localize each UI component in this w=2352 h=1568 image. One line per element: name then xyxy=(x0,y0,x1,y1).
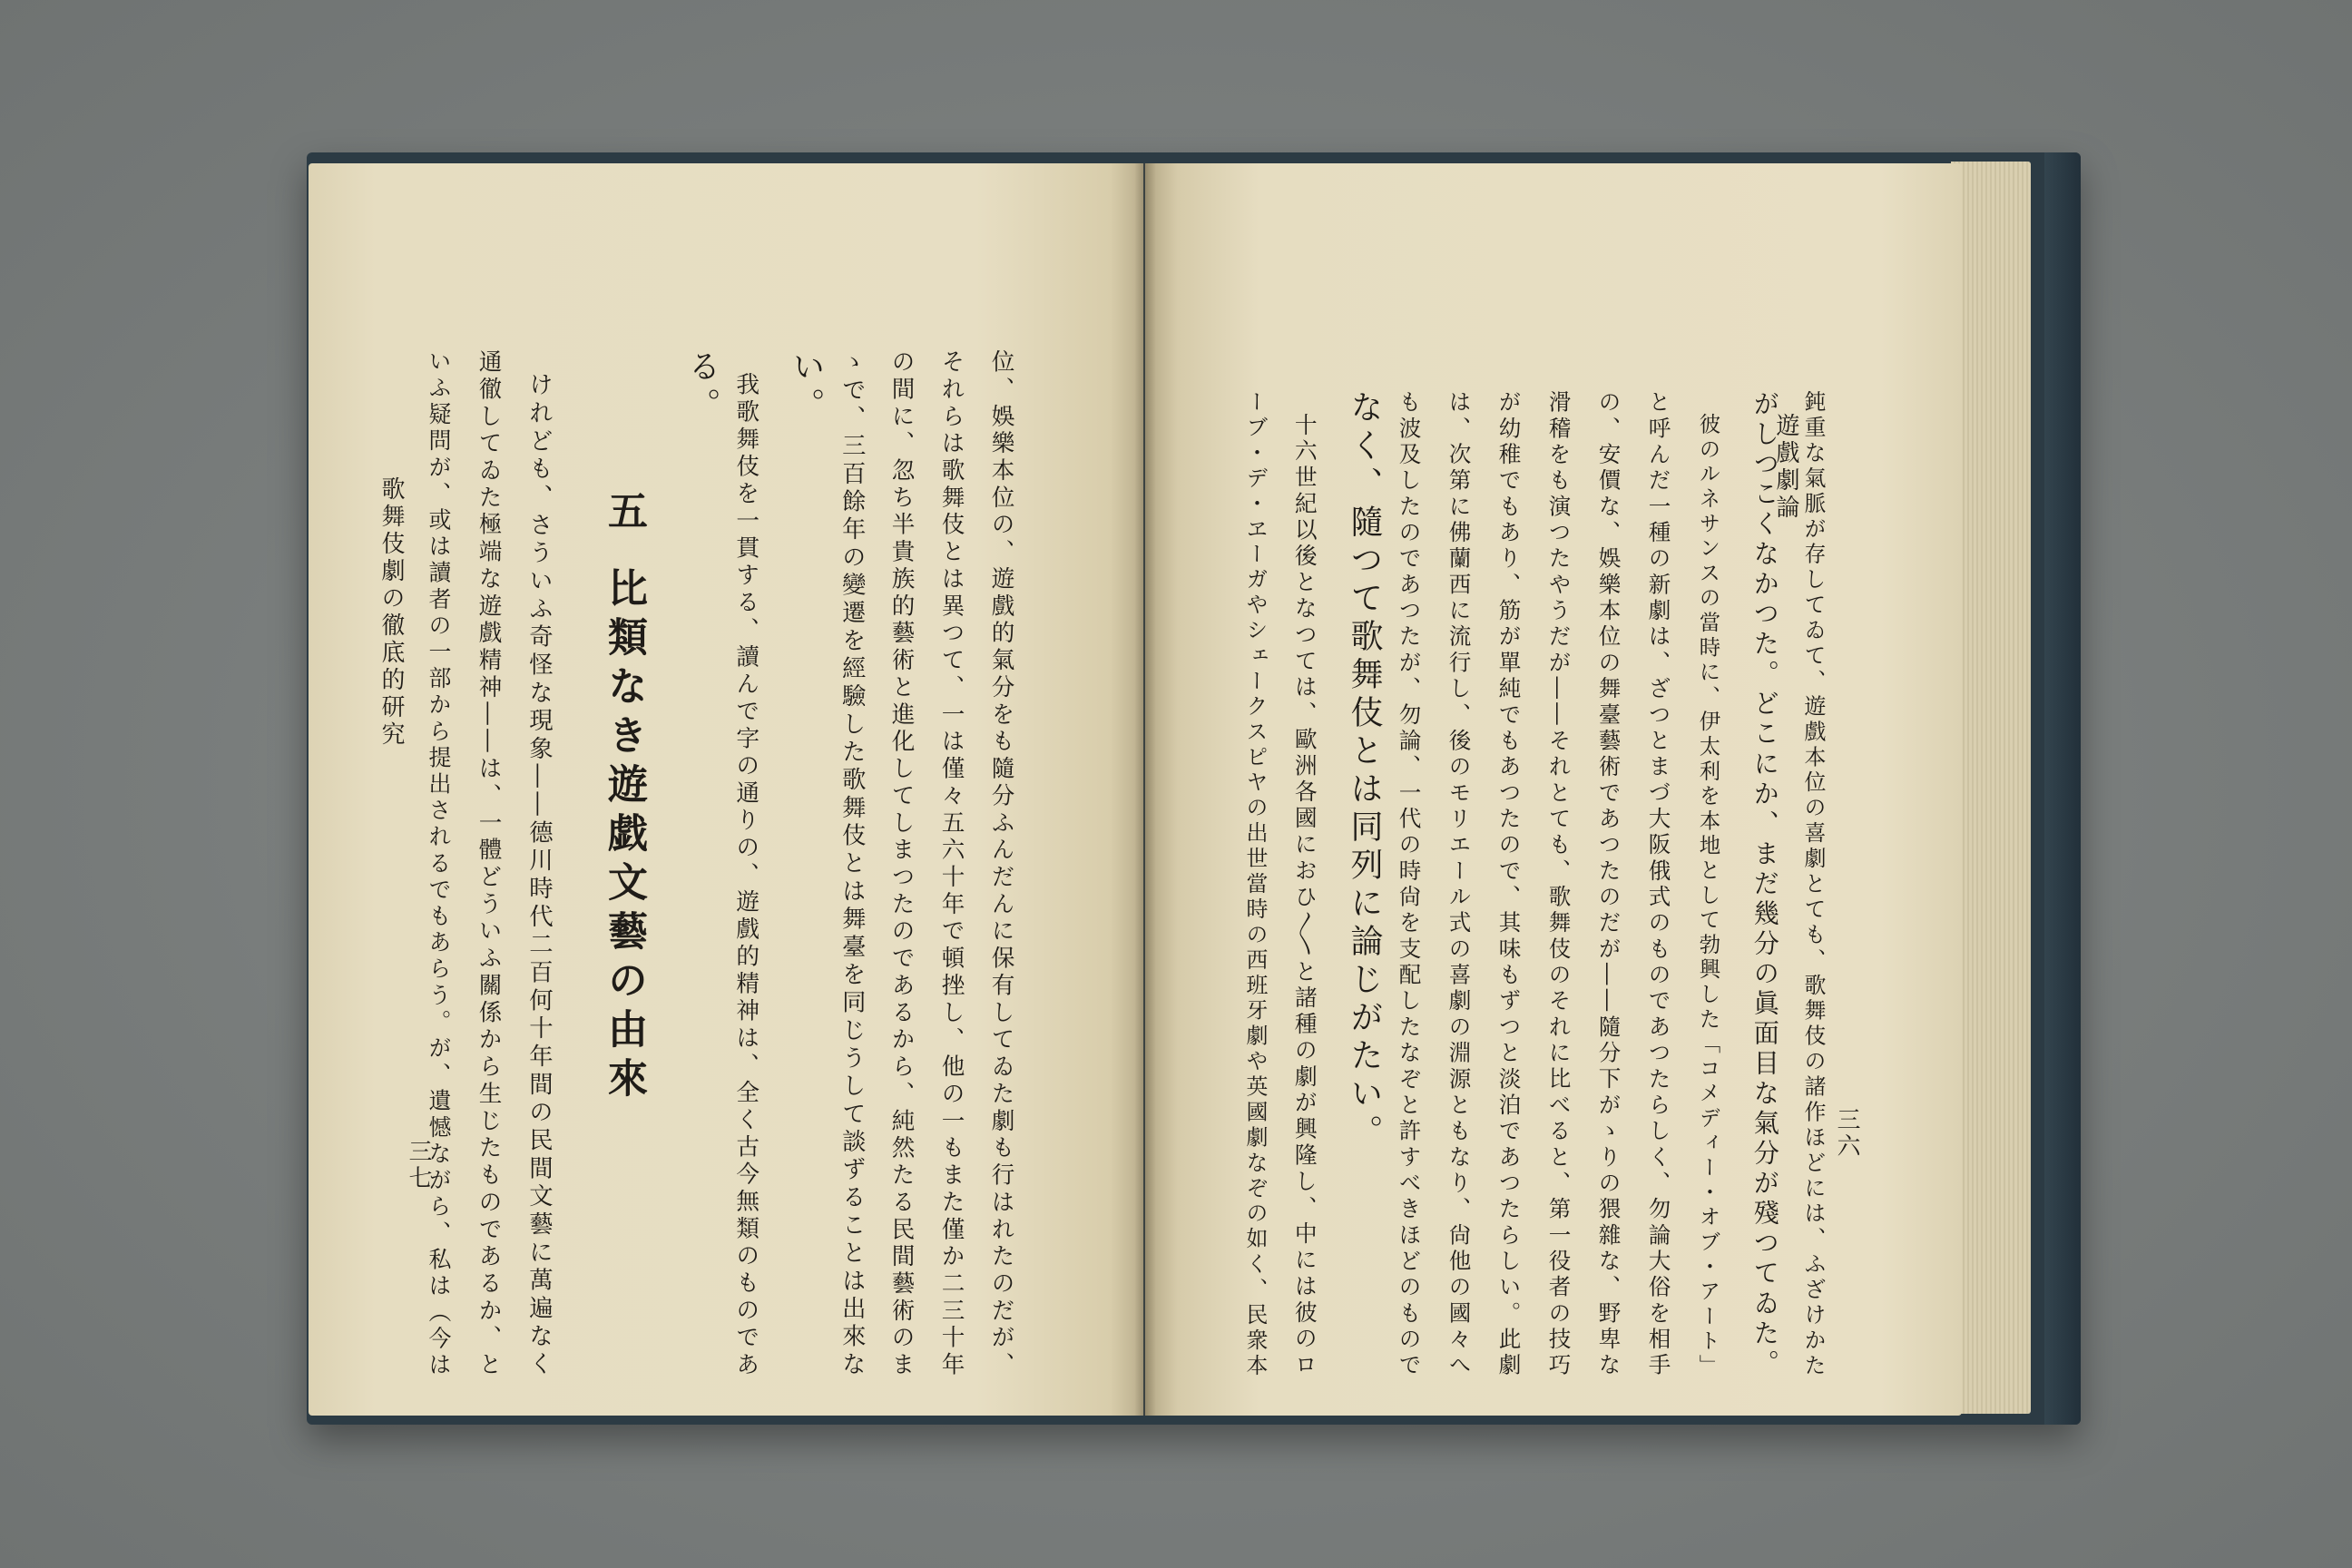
right-text-column: なく、隨つて歌舞伎とは同列に論じがたい。 xyxy=(1346,390,1383,1152)
right-text-column: の、安價な、娛樂本位の舞臺藝術であつたのだが――隨分下がゝりの猥雜な、野卑な xyxy=(1595,390,1622,1379)
left-text-column: 我歌舞伎を一貫する、讀んで字の通りの、遊戲的精神は、全く古今無類のものであ xyxy=(731,372,760,1379)
page-number-right: 三六 xyxy=(1833,1107,1860,1160)
right-text-column: も波及したのであつたが、勿論、一代の時尙を支配したなぞと許すべきほどのもので xyxy=(1396,390,1423,1379)
running-footer: 歌舞伎劇の徹底的研究 xyxy=(377,476,405,749)
left-text-column: けれども、さういふ奇怪な現象――德川時代二百何十年間の民間文藝に萬遍なく xyxy=(524,372,554,1379)
left-text-column: る。 xyxy=(683,349,720,426)
left-text-column: それらは歌舞伎とは異つて、一は僅々五六十年で頓挫し、他の一もまた僅か二三十年 xyxy=(937,349,965,1379)
right-text-column: 十六世紀以後となつては、歐洲各國におひ〳〵と諸種の劇が興隆し、中には彼のロ xyxy=(1291,413,1318,1379)
section-number: 五 xyxy=(601,490,647,539)
right-text-column: と呼んだ一種の新劇は、ざつとまづ大阪俄式のものであつたらしく、勿論大俗を相手 xyxy=(1645,390,1672,1379)
right-text-column: が幼稚でもあり、筋が單純でもあつたので、其味もずつと淡泊であつたらしい。此劇 xyxy=(1495,390,1523,1379)
right-text-column: は、次第に佛蘭西に流行し、後のモリエール式の喜劇の淵源ともなり、尙他の國々へ xyxy=(1446,390,1473,1379)
right-text-column: 鈍重な氣脈が存してゐて、遊戲本位の喜劇とても、歌舞伎の諸作ほどには、ふざけかた xyxy=(1799,390,1826,1379)
right-text-column: がしつこくなかつた。どこにか、まだ幾分の眞面目な氣分が殘つてゐた。 xyxy=(1749,390,1780,1379)
right-text-column: 彼のルネサンスの當時に、伊太利を本地として勃興した「コメディー・オブ・アート」 xyxy=(1695,413,1721,1379)
cover-edge xyxy=(2044,152,2081,1425)
left-text-column: 位、娛樂本位の、遊戲的氣分をも隨分ふんだんに保有してゐた劇も行はれたのだが、 xyxy=(987,349,1015,1379)
page-number-left: 三七 xyxy=(405,1139,432,1191)
right-text-column: ーブ・デ・ヱーガやシェークスピヤの出世當時の西班牙劇や英國劇なぞの如く、民衆本 xyxy=(1241,390,1268,1379)
running-header: 遊戲劇論 xyxy=(1772,413,1799,522)
page-edges xyxy=(1951,162,2031,1414)
left-text-column: いふ疑問が、或は讀者の一部から提出されるでもあらう。が、遺憾ながら、私は（今は xyxy=(425,349,452,1379)
left-text-column: 通徹してゐた極端な遊戲精神――は、一體どういふ關係から生じたものであるか、と xyxy=(475,349,503,1379)
book-gutter xyxy=(1134,163,1156,1416)
right-text-column: 滑稽をも演つたやうだが――それとても、歌舞伎のそれに比べると、第一役者の技巧 xyxy=(1545,390,1573,1379)
section-heading: 比類なき遊戯文藝の由來 xyxy=(601,567,647,1106)
left-text-column: い。 xyxy=(788,349,825,426)
left-text-column: の間に、忽ち半貴族的藝術と進化してしまつたのであるから、純然たる民間藝術のま xyxy=(887,349,916,1379)
left-text-column: ゝで、三百餘年の變遷を經驗した歌舞伎とは舞臺を同じうして談ずることは出來な xyxy=(838,349,866,1379)
